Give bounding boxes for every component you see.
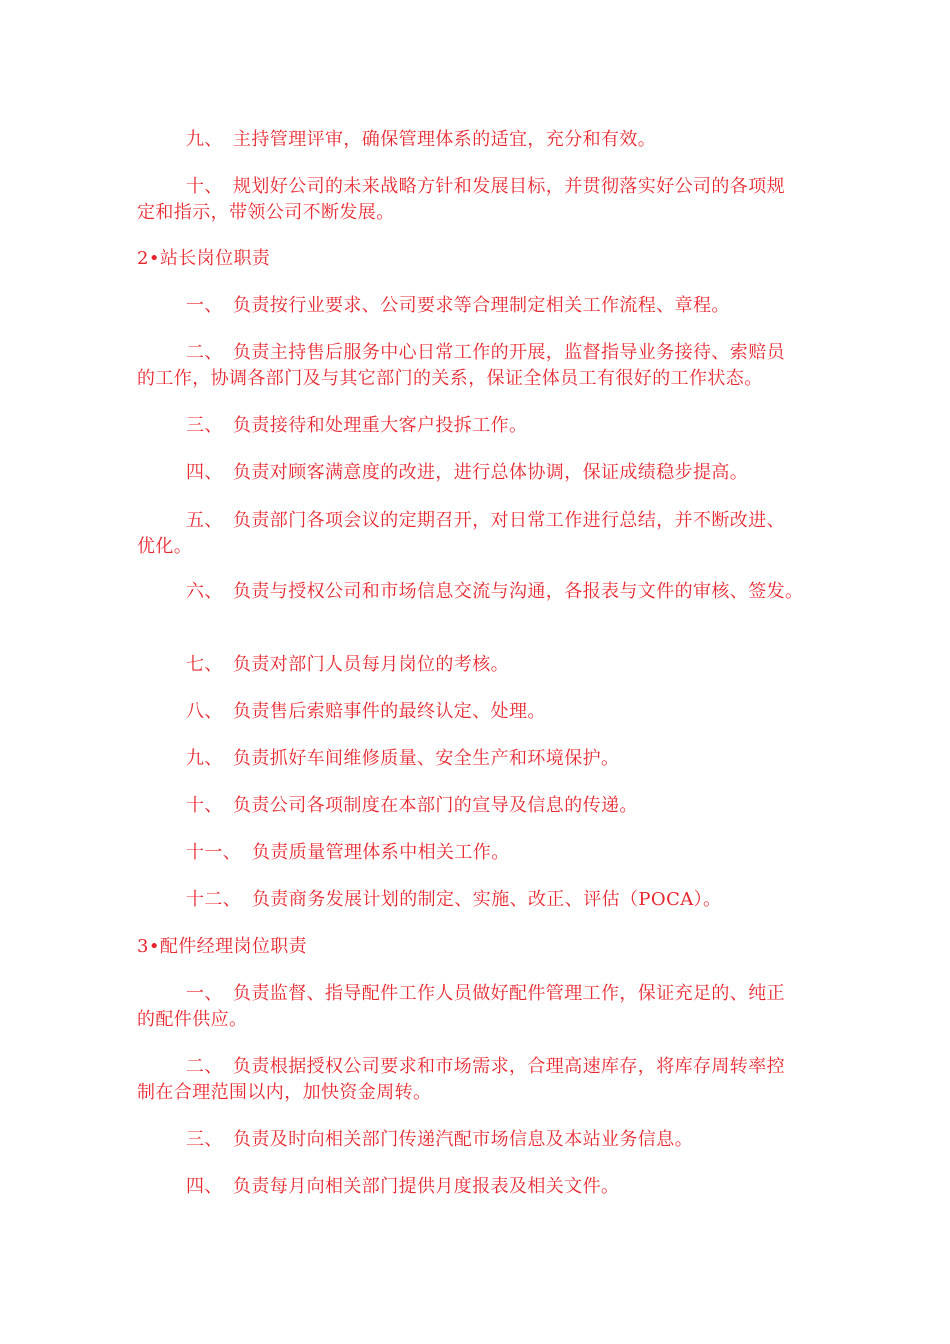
list-item xyxy=(186,747,619,771)
list-item xyxy=(186,841,510,865)
list-item xyxy=(186,888,721,912)
list-item xyxy=(186,461,748,485)
list-item xyxy=(186,1055,785,1079)
item-number: 十二、 xyxy=(186,889,242,910)
item-number: 十、 xyxy=(186,795,223,816)
item-text: 负责抓好车间维修质量、安全生产和环境保护。 xyxy=(233,748,620,769)
item-text-continuation: 制在合理范围以内，加快资金周转。 xyxy=(137,1082,432,1103)
item-text: 负责对顾客满意度的改进，进行总体协调，保证成绩稳步提高。 xyxy=(233,462,749,483)
item-text: 负责监督、指导配件工作人员做好配件管理工作，保证充足的、纯正 xyxy=(233,983,785,1004)
list-item xyxy=(186,653,509,677)
item-number: 三、 xyxy=(186,415,223,436)
item-text: 规划好公司的未来战略方针和发展目标，并贯彻落实好公司的各项规 xyxy=(233,176,785,197)
item-number: 五、 xyxy=(186,510,223,531)
item-text: 负责接待和处理重大客户投拆工作。 xyxy=(233,415,528,436)
item-text: 负责每月向相关部门提供月度报表及相关文件。 xyxy=(233,1176,620,1197)
item-text: 负责部门各项会议的定期召开，对日常工作进行总结，并不断改进、 xyxy=(233,510,785,531)
item-number: 三、 xyxy=(186,1129,223,1150)
item-text: 负责商务发展计划的制定、实施、改正、评估（POCA）。 xyxy=(252,889,722,910)
item-number: 十、 xyxy=(186,176,223,197)
item-text: 主持管理评审，确保管理体系的适宜，充分和有效。 xyxy=(233,129,657,150)
item-number: 二、 xyxy=(186,342,223,363)
item-text: 负责根据授权公司要求和市场需求，合理高速库存，将库存周转率控 xyxy=(233,1056,785,1077)
item-text: 负责对部门人员每月岗位的考核。 xyxy=(233,654,509,675)
item-text-continuation: 的配件供应。 xyxy=(137,1009,248,1030)
list-item xyxy=(186,700,546,724)
list-item xyxy=(186,341,785,365)
item-number: 六、 xyxy=(186,581,223,602)
item-number: 四、 xyxy=(186,462,223,483)
list-item xyxy=(186,1175,619,1199)
item-number: 一、 xyxy=(186,983,223,1004)
item-number: 一、 xyxy=(186,295,223,316)
section-heading: 2•站长岗位职责 xyxy=(137,248,271,269)
item-text: 负责售后索赔事件的最终认定、处理。 xyxy=(233,701,546,722)
list-item xyxy=(186,580,803,604)
item-number: 四、 xyxy=(186,1176,223,1197)
item-text-continuation: 的工作，协调各部门及与其它部门的关系，保证全体员工有很好的工作状态。 xyxy=(137,368,763,389)
section-heading: 3•配件经理岗位职责 xyxy=(137,936,308,957)
list-item xyxy=(186,794,638,818)
item-text: 负责公司各项制度在本部门的宣导及信息的传递。 xyxy=(233,795,638,816)
list-item xyxy=(186,1128,693,1152)
item-number: 二、 xyxy=(186,1056,223,1077)
item-number: 七、 xyxy=(186,654,223,675)
item-text: 负责质量管理体系中相关工作。 xyxy=(252,842,510,863)
item-text: 负责与授权公司和市场信息交流与沟通，各报表与文件的审核、签发。 xyxy=(233,581,804,602)
item-text: 负责主持售后服务中心日常工作的开展，监督指导业务接待、索赔员 xyxy=(233,342,785,363)
item-text: 负责及时向相关部门传递汽配市场信息及本站业务信息。 xyxy=(233,1129,693,1150)
item-number: 九、 xyxy=(186,748,223,769)
list-item xyxy=(186,175,785,199)
list-item xyxy=(186,509,785,533)
item-text: 负责按行业要求、公司要求等合理制定相关工作流程、章程。 xyxy=(233,295,730,316)
item-text-continuation: 定和指示，带领公司不断发展。 xyxy=(137,202,395,223)
list-item xyxy=(186,294,730,318)
item-number: 八、 xyxy=(186,701,223,722)
item-number: 九、 xyxy=(186,129,223,150)
list-item xyxy=(186,982,785,1006)
item-text-continuation: 优化。 xyxy=(137,536,193,557)
list-item xyxy=(186,128,656,152)
item-number: 十一、 xyxy=(186,842,242,863)
list-item xyxy=(186,414,527,438)
